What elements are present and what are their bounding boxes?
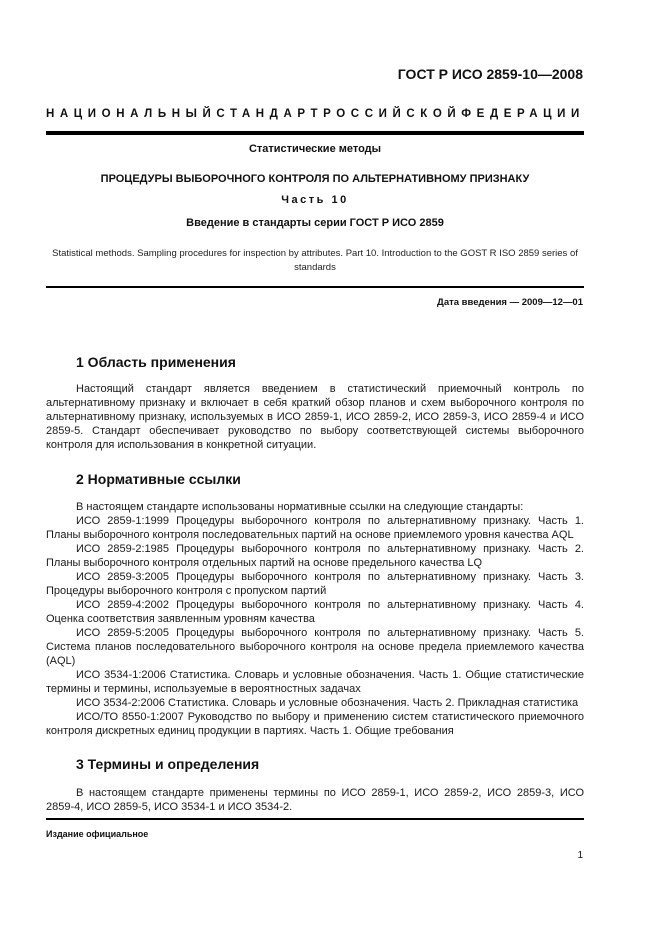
paragraph: В настоящем стандарте применены термины по ИСО 2859-1, ИСО 2859-2, ИСО 2859-3, ИСО 2859-4, ИСО 2859-5, ИСО 3534-1 и ИСО 3534-2.: [46, 787, 584, 813]
reference-item: ИСО 2859-4:2002 Процедуры выборочного контроля по альтернативному признаку. Часть 4. Оценка соответствия заявленным уровням качества: [46, 599, 584, 625]
reference-item: ИСО 3534-1:2006 Статистика. Словарь и условные обозначения. Часть 1. Общие статистические термины и термины, используемые в вероятностных задачах: [46, 669, 584, 695]
section-2-heading: 2 Нормативные ссылки: [76, 471, 241, 487]
footer-rule: [46, 818, 584, 820]
reference-item: ИСО/ТО 8550-1:2007 Руководство по выбору и применению систем статистического приемочного контроля дискретных единиц продукции в партиях. Часть 1. Общие требования: [46, 711, 584, 737]
series-title: Статистические методы: [248, 143, 382, 155]
paragraph: Настоящий стандарт является введением в статистический приемочный контроль по альтернативному признаку и включает в себя краткий обзор планов и схем выборочного контроля по альтернативному признаку, используемых в ИСО 2859-1, ИСО 2859-2, ИСО 2859-3, ИСО 2859-4 и ИСО 2859-5. Стандарт обеспечивает руководство по выбору соответствующей системы выборочного контроля для использования в конкретной ситуации.: [46, 383, 584, 451]
banner-word: ФЕДЕРАЦИИ: [461, 108, 585, 120]
banner-word: РОССИЙСКОЙ: [323, 108, 462, 120]
reference-item: ИСО 2859-1:1999 Процедуры выборочного контроля по альтернативному признаку. Часть 1. Планы выборочного контроля последовательных партий на основе приемлемого уровня качества AQL: [46, 515, 584, 541]
section-1-heading: 1 Область применения: [76, 354, 236, 370]
paragraph: В настоящем стандарте использованы нормативные ссылки на следующие стандарты:: [76, 501, 524, 513]
document-code: ГОСТ Р ИСО 2859-10—2008: [397, 66, 583, 82]
header-rule: [46, 131, 584, 135]
reference-item: ИСО 3534-2:2006 Статистика. Словарь и условные обозначения. Часть 2. Прикладная статистика: [76, 697, 579, 709]
reference-item: ИСО 2859-5:2005 Процедуры выборочного контроля по альтернативному признаку. Часть 5. Система планов последовательного выборочного контроля на основе предела приемлемого качества (AQL): [46, 627, 584, 667]
effective-date: Дата введения — 2009—12—01: [437, 297, 583, 308]
main-title: ПРОЦЕДУРЫ ВЫБОРОЧНОГО КОНТРОЛЯ ПО АЛЬТЕРНАТИВНОМУ ПРИЗНАКУ: [100, 173, 530, 185]
reference-item: ИСО 2859-2:1985 Процедуры выборочного контроля по альтернативному признаку. Часть 2. Планы выборочного контроля отдельных партий на основе предельного качества LQ: [46, 543, 584, 569]
national-standard-banner: [46, 108, 583, 120]
banner-word: НАЦИОНАЛЬНЫЙ: [46, 108, 217, 120]
page-number: 1: [577, 850, 583, 861]
banner-word: СТАНДАРТ: [216, 108, 324, 120]
english-title: Statistical methods. Sampling procedures for inspection by attributes. Part 10. Introduction to the GOST R ISO 2859 series of standards: [52, 248, 578, 273]
section-1-body: [46, 382, 584, 452]
subtitle: Введение в стандарты серии ГОСТ Р ИСО 2859: [186, 217, 444, 229]
official-edition-label: Издание официальное: [46, 829, 149, 839]
section-2-body: [46, 500, 584, 738]
part-number: Часть 10: [281, 194, 349, 206]
section-3-heading: 3 Термины и определения: [76, 756, 260, 772]
section-3-body: [46, 786, 584, 814]
title-rule: [46, 286, 584, 288]
reference-item: ИСО 2859-3:2005 Процедуры выборочного контроля по альтернативному признаку. Часть 3. Процедуры выборочного контроля с пропуском партий: [46, 571, 584, 597]
